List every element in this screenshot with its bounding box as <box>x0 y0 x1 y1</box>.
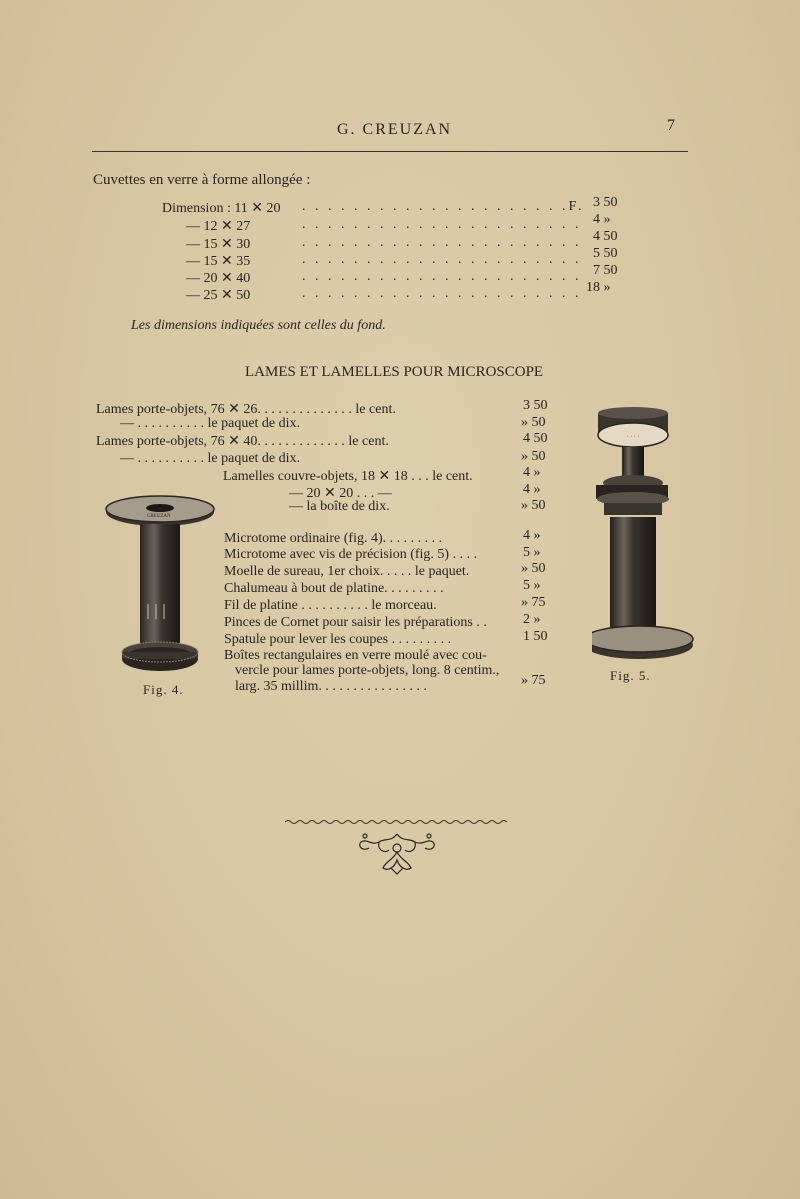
cuvette-price: 7 50 <box>593 263 618 278</box>
header-rule <box>92 151 688 152</box>
cuvette-label: Dimension : 11 ✕ 20 <box>162 201 281 216</box>
cuvette-dots: . . . . . . . . . . . . . . . . . . . . . . <box>302 235 582 250</box>
floral-ornament-icon <box>355 828 439 876</box>
cuvette-dots: . . . . . . . . . . . . . . . . . . . . . . <box>302 217 582 232</box>
item-price: 2 » <box>523 612 541 627</box>
fig5-caption: Fig. 5. <box>610 668 651 683</box>
item-row: Microtome avec vis de précision (fig. 5) . . . . <box>224 547 478 562</box>
lames-price: 4 » <box>523 465 541 480</box>
lames-row: Lamelles couvre-objets, 18 ✕ 18 . . . le cent. <box>223 469 473 484</box>
lames-price: » 50 <box>521 498 546 513</box>
lames-row: Lames porte-objets, 76 ✕ 26. . . . . . . . . . . . . . le cent. <box>96 402 396 417</box>
lames-row: — 20 ✕ 20 . . . — <box>289 486 392 501</box>
cuvette-dots: . . . . . . . . . . . . . . . . . . . . . . <box>302 286 582 301</box>
cuvette-label: — 12 ✕ 27 <box>186 219 251 234</box>
cuvette-dots: . . . . . . . . . . . . . . . . . . . . . . <box>302 252 582 267</box>
svg-text:· · · ·: · · · · <box>626 434 640 440</box>
cuvette-label: — 15 ✕ 35 <box>186 254 251 269</box>
lames-price: » 50 <box>521 415 546 430</box>
item-price: 5 » <box>523 545 541 560</box>
item-price: » 75 <box>521 673 546 688</box>
cuvette-dots: . . . . . . . . . . . . . . . . . . . . .F. <box>302 199 585 214</box>
cuvette-price: 3 50 <box>593 195 618 210</box>
item-row: Fil de platine . . . . . . . . . . le morceau. <box>224 598 437 613</box>
fig4-caption: Fig. 4. <box>143 682 184 697</box>
boites-line: Boîtes rectangulaires en verre moulé avec cou- <box>224 648 487 663</box>
item-row: Spatule pour lever les coupes . . . . . . . . . <box>224 632 452 647</box>
item-row: Moelle de sureau, 1er choix. . . . . le paquet. <box>224 564 470 579</box>
item-price: 5 » <box>523 578 541 593</box>
item-row: Microtome ordinaire (fig. 4). . . . . . . . . <box>224 531 443 546</box>
section-title: LAMES ET LAMELLES POUR MICROSCOPE <box>245 364 544 380</box>
boites-line: larg. 35 millim. . . . . . . . . . . . . . . . <box>235 679 427 694</box>
cuvettes-intro: Cuvettes en verre à forme allongée : <box>93 172 311 188</box>
lames-row: — la boîte de dix. <box>289 499 390 514</box>
item-price: » 50 <box>521 561 546 576</box>
page-number: 7 <box>667 117 677 134</box>
ornamental-rule <box>285 818 511 826</box>
microtome-fig4-image <box>100 494 220 679</box>
fig4-maker-stamp: CREUZAN <box>147 514 171 519</box>
item-price: 4 » <box>523 528 541 543</box>
lames-price: » 50 <box>521 449 546 464</box>
boites-line: vercle pour lames porte-objets, long. 8 centim., <box>235 663 500 678</box>
microtome-fig5-image <box>592 405 696 670</box>
cuvette-price: 4 50 <box>593 229 618 244</box>
item-price: 1 50 <box>523 629 548 644</box>
lames-price: 3 50 <box>523 398 548 413</box>
lames-price: 4 » <box>523 482 541 497</box>
lames-price: 4 50 <box>523 431 548 446</box>
lames-row: — . . . . . . . . . . le paquet de dix. <box>120 416 301 431</box>
cuvette-price: 4 » <box>593 212 611 227</box>
item-price: » 75 <box>521 595 546 610</box>
cuvette-label: — 15 ✕ 30 <box>186 237 251 252</box>
cuvettes-note: Les dimensions indiquées sont celles du fond. <box>131 318 386 333</box>
cuvette-price: 18 » <box>586 280 611 295</box>
cuvette-label: — 20 ✕ 40 <box>186 271 251 286</box>
cuvette-label: — 25 ✕ 50 <box>186 288 251 303</box>
item-row: Chalumeau à bout de platine. . . . . . . . . <box>224 581 444 596</box>
lames-row: Lames porte-objets, 76 ✕ 40. . . . . . . . . . . . . le cent. <box>96 434 389 449</box>
cuvette-price: 5 50 <box>593 246 618 261</box>
cuvette-dots: . . . . . . . . . . . . . . . . . . . . . . <box>302 269 582 284</box>
running-head: G. CREUZAN <box>337 121 453 138</box>
item-row: Pinces de Cornet pour saisir les préparations . . <box>224 615 487 630</box>
lames-row: — . . . . . . . . . . le paquet de dix. <box>120 451 301 466</box>
